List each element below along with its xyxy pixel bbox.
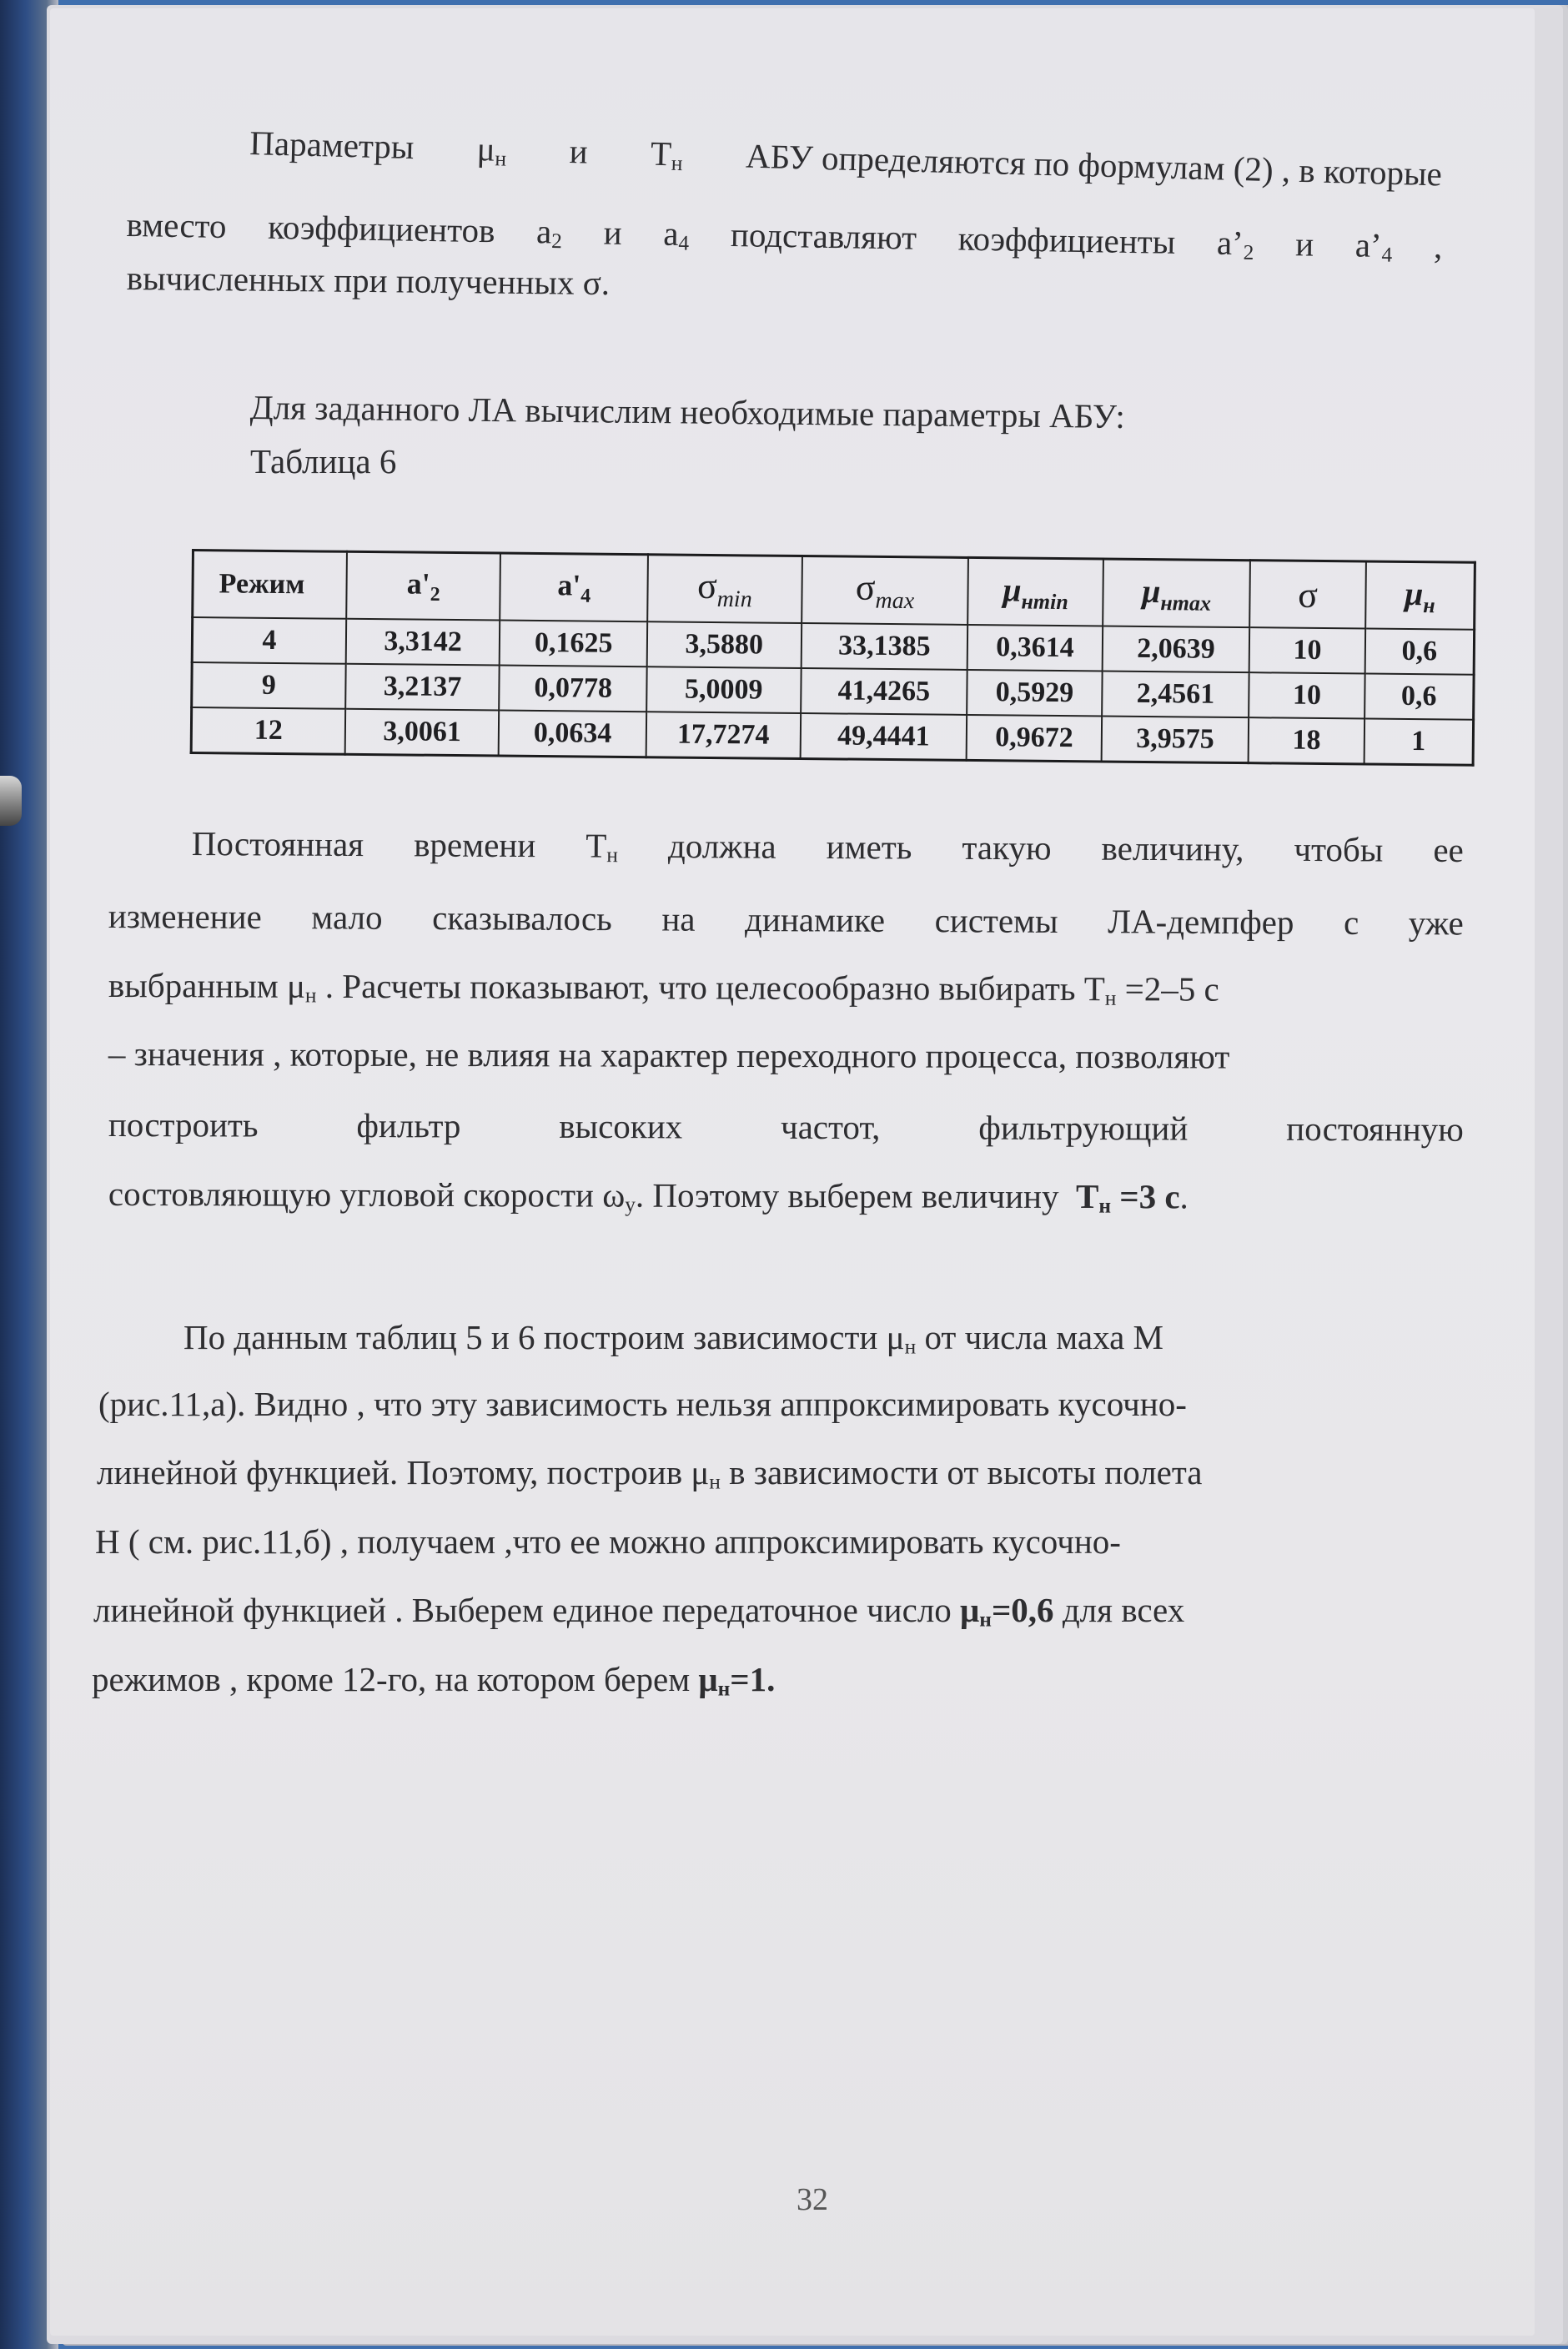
a2-prime-symbol: $a’_2$ (1216, 223, 1254, 264)
word: построить (108, 1105, 259, 1144)
text-run: (рис.11,а). Видно , что эту зависимость нельзя аппроксимировать кусочно- (98, 1385, 1187, 1423)
cell-mode: 12 (191, 707, 345, 754)
document-page (50, 8, 1535, 2336)
text-run: вычисленных при полученных σ. (126, 259, 611, 303)
paragraph-3-line-4 (95, 1522, 1121, 1562)
paragraph-2-line-1 (192, 824, 1464, 873)
parameters-table (190, 549, 1476, 767)
word: , (1433, 226, 1443, 266)
word: и (603, 213, 623, 252)
word: фильтр (356, 1106, 461, 1145)
header-sigma: σ (1250, 561, 1366, 629)
header-mode: Режим (193, 551, 347, 619)
paragraph-1-line-2 (126, 205, 1443, 269)
text-run: – значения , которые, не влияя на характер переходного процесса, позволяют (108, 1034, 1230, 1076)
a4-prime-symbol: $a’_4$ (1354, 225, 1393, 267)
cell-a2: 3,3142 (346, 619, 500, 666)
cell-sigma: 18 (1249, 717, 1364, 764)
paragraph-2-line-6: состовляющую угловой скорости $\omega_y$. Поэтому выберем величину $T_н =3$ с. (108, 1174, 1189, 1218)
word: подставляют (730, 215, 917, 257)
word: изменение (108, 897, 262, 936)
cell-a2: 3,0061 (345, 709, 500, 756)
cell-mu-n-min: 0,9672 (967, 715, 1102, 762)
binder-ring (0, 776, 22, 826)
word: должна (667, 826, 776, 866)
text-run: H ( см. рис.11,б) , получаем ,что ее можно аппроксимировать кусочно- (95, 1522, 1121, 1561)
text-run: Таблица 6 (250, 442, 397, 480)
paragraph-2-line-3: выбранным $\mu_н$ . Расчеты показывают, что целесообразно выбирать $T_н =2-5$ с (108, 966, 1219, 1010)
word: частот, (780, 1107, 881, 1147)
page-number: 32 (797, 2182, 828, 2217)
cell-sigma-max: 49,4441 (800, 713, 967, 760)
table-header-row (193, 551, 1475, 630)
cell-mu-n-max: 2,4561 (1102, 671, 1249, 717)
paragraph-2-line-4 (108, 1034, 1229, 1077)
word: величину, (1101, 828, 1244, 868)
header-sigma-max: $\sigma_{max}$ (802, 556, 969, 625)
paragraph-1-line-1 (249, 123, 1443, 196)
cell-mode: 4 (192, 617, 346, 664)
cell-mu-n: 0,6 (1364, 629, 1474, 675)
header-sigma-min: $\sigma_{min}$ (647, 555, 802, 623)
cell-mu-n: 0,6 (1364, 674, 1474, 720)
paragraph-3-line-1: По данным таблиц 5 и 6 построим зависимости $\mu_н$ от числа маха M (183, 1318, 1163, 1359)
word: коэффициенты (957, 219, 1176, 261)
cell-sigma-min: 17,7274 (646, 712, 801, 758)
cell-mu-n: 1 (1364, 719, 1473, 766)
header-mu-n: $\mu_н$ (1365, 561, 1475, 630)
paragraph-3-line-6: режимов , кроме 12-го, на котором берем $\mu_н=1$. (92, 1660, 776, 1701)
a2-symbol: $a_2$ (535, 212, 563, 254)
word: постоянную (1286, 1109, 1464, 1149)
word: Постоянная (191, 824, 364, 864)
t-symbol: $T_н$ (585, 826, 618, 868)
cell-sigma-min: 3,5880 (647, 621, 802, 668)
paragraph-3-line-5: линейной функцией . Выберем единое передаточное число $\mu_н=0,6$ для всех (93, 1591, 1185, 1632)
word: и (569, 132, 589, 171)
header-mu-n-min: $\mu_{нmin}$ (968, 557, 1103, 626)
word: вместо (126, 205, 227, 245)
word: коэффициентов (267, 207, 495, 250)
table-caption (250, 442, 396, 481)
cell-sigma-max: 41,4265 (801, 668, 967, 715)
word: динамике (745, 899, 886, 939)
word: Параметры (249, 123, 415, 167)
word: времени (414, 825, 536, 865)
cell-a4: 0,0634 (499, 711, 646, 757)
text-run: АБУ определяются по формулам (2) , в которые (745, 136, 1443, 194)
cell-a4: 0,1625 (500, 621, 647, 667)
word: ее (1433, 830, 1464, 869)
word: сказывалось (432, 898, 612, 938)
cell-sigma-max: 33,1385 (801, 623, 967, 670)
word: высоких (559, 1106, 683, 1146)
word: мало (311, 898, 383, 937)
word: системы (934, 901, 1058, 940)
intro-line (250, 388, 1125, 436)
word: такую (962, 827, 1052, 868)
cell-sigma: 10 (1249, 627, 1365, 673)
word: уже (1408, 903, 1464, 943)
word: на (661, 899, 696, 938)
word: и (1294, 224, 1314, 264)
word: фильтрующий (978, 1108, 1189, 1148)
word: с (1343, 903, 1359, 942)
cell-a4: 0,0778 (500, 666, 647, 712)
paragraph-3-line-3: линейной функцией. Поэтому, построив $\mu_н$ в зависимости от высоты полета (97, 1453, 1203, 1494)
word: иметь (826, 827, 912, 867)
cell-a2: 3,2137 (345, 664, 500, 711)
cell-mu-n-max: 2,0639 (1102, 626, 1249, 672)
t-symbol: $T_н$ (650, 133, 683, 176)
header-mu-n-max: $\mu_{нmax}$ (1103, 559, 1251, 627)
paragraph-2-line-2 (108, 897, 1464, 943)
a4-symbol: $a_4$ (663, 214, 690, 255)
paragraph-1-line-3 (127, 259, 611, 303)
cell-mu-n-max: 3,9575 (1101, 716, 1249, 762)
paragraph-2-line-5 (108, 1105, 1464, 1149)
paragraph-3-line-2 (98, 1385, 1187, 1424)
header-a4: $a'_4$ (500, 553, 649, 621)
word: чтобы (1294, 829, 1384, 869)
cell-sigma-min: 5,0009 (646, 666, 801, 713)
cell-mu-n-min: 0,3614 (967, 625, 1103, 672)
cell-mu-n-min: 0,5929 (967, 670, 1102, 717)
mu-symbol: $\mu_н$ (476, 129, 507, 171)
word: ЛА-демпфер (1108, 902, 1294, 942)
cell-mode: 9 (192, 662, 346, 709)
text-run: Для заданного ЛА вычислим необходимые параметры АБУ: (249, 388, 1125, 435)
header-a2: $a'_2$ (346, 551, 500, 620)
cell-sigma: 10 (1249, 672, 1365, 718)
